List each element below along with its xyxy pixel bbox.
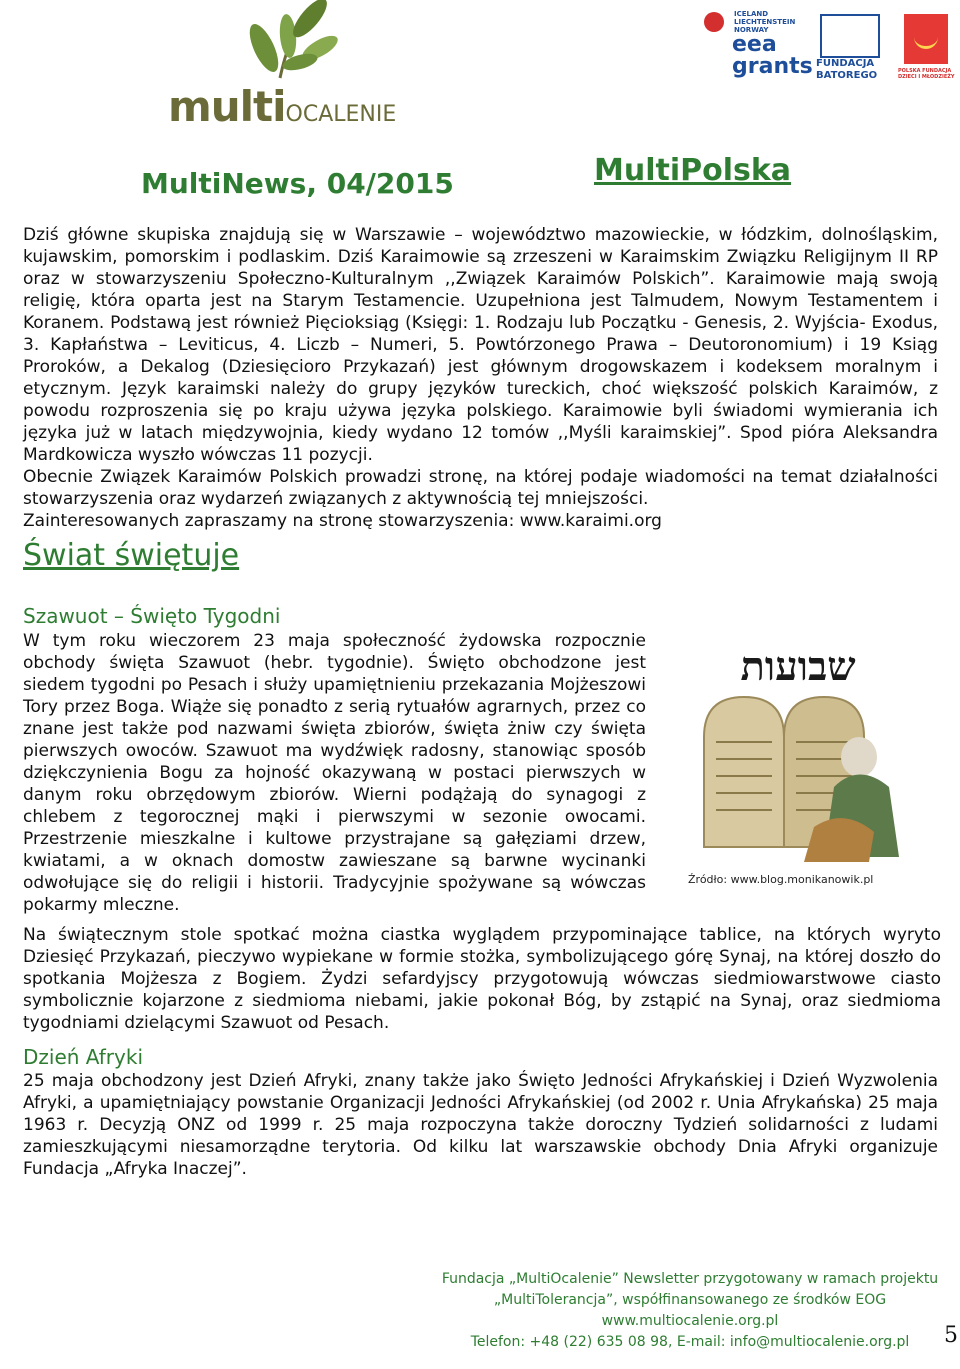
szawuot-paragraph-1: W tym roku wieczorem 23 maja społeczność żydowska rozpocznie obchody święta Szawuot (hebr. tygodnie). Święto obchodzone jest siedem tygodni po Pesach i służy upamiętnieniu przekazania Mojżeszowi Tory przez Boga. Wiąże się ponadto z serią rytuałów agrarnych, przez co znane jest także pod nazwami święta zbiorów, święta żniw czy święta pierwszych owoców. Szawuot ma wydźwięk radosny, stanowiąc sposób dziękczynienia Bogu za hojność okazywaną w postaci pierwszych w danym roku obrzędowym zbiorów. Wierni podążają do synagogi z chlebem z tegorocznej mąki i pierwszymi w sezonie owocami. Przestrzenie mieszkalne i kultowe przystrajane są gałęziami drzew, kwiatami, a w oknach domostw zawieszane są barwne wycinanki odwołujące się do religii i historii. Tradycyjnie spożywane są wówczas pokarmy mleczne. bbox=[23, 631, 646, 915]
issue-title: MultiNews, 04/2015 bbox=[141, 167, 454, 200]
intro-article bbox=[23, 224, 938, 532]
footer-line-2: „MultiTolerancja”, współfinansowanego ze środków EOG bbox=[493, 1292, 887, 1308]
footer-line-1: Fundacja „MultiOcalenie” Newsletter przygotowany w ramach projektu bbox=[441, 1271, 939, 1287]
sponsor-logos bbox=[700, 8, 955, 88]
subheading-szawuot: Szawuot – Święto Tygodni bbox=[23, 604, 281, 628]
batory-line2: BATOREGO bbox=[816, 70, 878, 81]
batory-line1: FUNDACJA bbox=[816, 58, 875, 69]
szawuot-article-column bbox=[23, 630, 646, 916]
intro-paragraph-1: Dziś główne skupiska znajdują się w Warszawie – województwo mazowieckie, w łódzkim, dolnośląskim, kujawskim, pomorskim i podlaskim. Dziś Karaimowie są zrzeszeni w Karaimskim Związku Religijnym II RP oraz w stowarzyszeniu Społeczno-Kulturalnym ,,Związek Karaimów Polskich”. Karaimowie mają swoją religię, która oparta jest na Starym Testamencie. Uzupełniona jest Talmudem, Nowym Testamentem i Koranem. Podstawą jest również Pięcioksiąg (Księgi: 1. Rodzaju lub Początku - Genesis, 2. Wyjścia- Exodus, 3. Kapłaństwa – Leviticus, 4. Liczb – Numeri, 5. Powtórzonego Prawa – Deutoronomium) i 19 Ksiąg Proroków, a Dekalog (Dziesięcioro Przykazań) jest głównym drogowskazem i kodeksem moralnym i etycznym. Język karaimski należy do grupy języków tureckich, choć większość polskich Karaimów, z powodu rozproszenia się po kraju używa języka polskiego. Karaimowie byli świadomi wymierania ich języka już w latach międzywojnia, kiedy wydano 12 tomów ,,Myśli karaimskiej”. Spod pióra Aleksandra Mardkowicza wyszło wówczas 11 pozycji. bbox=[23, 225, 938, 465]
subheading-dzien-afryki: Dzień Afryki bbox=[23, 1045, 143, 1069]
multiocalenie-logo bbox=[160, 0, 397, 131]
pfdim-line2: DZIECI I MŁODZIEŻY bbox=[898, 74, 955, 80]
szawuot-paragraph-2: Na świątecznym stole spotkać można ciastka wyglądem przypominające tablice, na których wyryto Dziesięć Przykazań, pieczywo wypiekane w formie stożka, symbolizującego górę Synaj, na której doszło do spotkania Mojżesza z Bogiem. Żydzi sefardyjscy przygotowują wówczas siedmiowarstwowe ciasto symbolicznie kojarzone z siedmioma niebami, jakie pokonał Bóg, by zstąpić na Synaj, oraz siedmioma tygodniami dzielącymi Szawuot od Pesach. bbox=[23, 925, 941, 1033]
eea-wordmark-line2: grants bbox=[732, 54, 813, 79]
image-hebrew-title: שבועות bbox=[740, 643, 856, 690]
eea-country-iceland: ICELAND bbox=[734, 10, 769, 18]
section-title-swiat-swietuje: Świat świętuje bbox=[23, 538, 240, 573]
logo-text-multi: multi bbox=[168, 82, 286, 131]
intro-paragraph-3: Zainteresowanych zapraszamy na stronę stowarzyszenia: www.karaimi.org bbox=[23, 511, 662, 531]
eea-wordmark-line1: eea bbox=[732, 32, 777, 57]
image-source-caption: Źródło: www.blog.monikanowik.pl bbox=[688, 873, 874, 886]
batory-emblem-icon bbox=[820, 14, 880, 58]
shavuot-illustration bbox=[684, 643, 912, 900]
eea-flag-icon bbox=[704, 12, 724, 32]
afryka-paragraph: 25 maja obchodzony jest Dzień Afryki, znany także jako Święto Jedności Afrykańskiej i Dzień Wyzwolenia Afryki, a upamiętniający powstanie Organizacji Jedności Afrykańskiej (od 2002 r. Unia Afrykańska) 25 maja 1963 r. Decyzją ONZ od 1999 r. 25 maja rozpoczyna także doroczny Tydzień solidarności z ludami zamieszkującymi niesamorządne terytoria. Od kilku lat warszawskie obchody Dnia Afryki organizuje Fundacja „Afryka Inaczej”. bbox=[23, 1071, 938, 1179]
pfdim-line1: POLSKA FUNDACJA bbox=[898, 68, 952, 74]
footer-contact: Telefon: +48 (22) 635 08 98, E-mail: info@multiocalenie.org.pl bbox=[470, 1334, 910, 1350]
batory-wordmark bbox=[816, 58, 877, 82]
pfdim-wordmark bbox=[898, 68, 954, 80]
page-footer bbox=[420, 1269, 960, 1353]
pfdim-emblem-icon bbox=[904, 14, 948, 64]
logo-text-ocalenie: OCALENIE bbox=[285, 102, 397, 127]
eea-grants-wordmark bbox=[732, 34, 813, 78]
section-title-multipolska: MultiPolska bbox=[594, 153, 792, 188]
eea-country-liechtenstein: LIECHTENSTEIN bbox=[734, 18, 796, 26]
footer-website-link[interactable]: www.multiocalenie.org.pl bbox=[601, 1313, 779, 1329]
intro-paragraph-2: Obecnie Związek Karaimów Polskich prowadzi stronę, na której podaje wiadomości na temat działalności stowarzyszenia oraz wydarzeń związanych z aktywnością tej mniejszości. bbox=[23, 467, 938, 509]
afryka-article bbox=[23, 1070, 938, 1180]
eea-countries bbox=[734, 10, 795, 34]
page-number: 5 bbox=[944, 1323, 958, 1348]
eea-country-norway: NORWAY bbox=[734, 26, 769, 34]
szawuot-article-continued bbox=[23, 924, 941, 1034]
